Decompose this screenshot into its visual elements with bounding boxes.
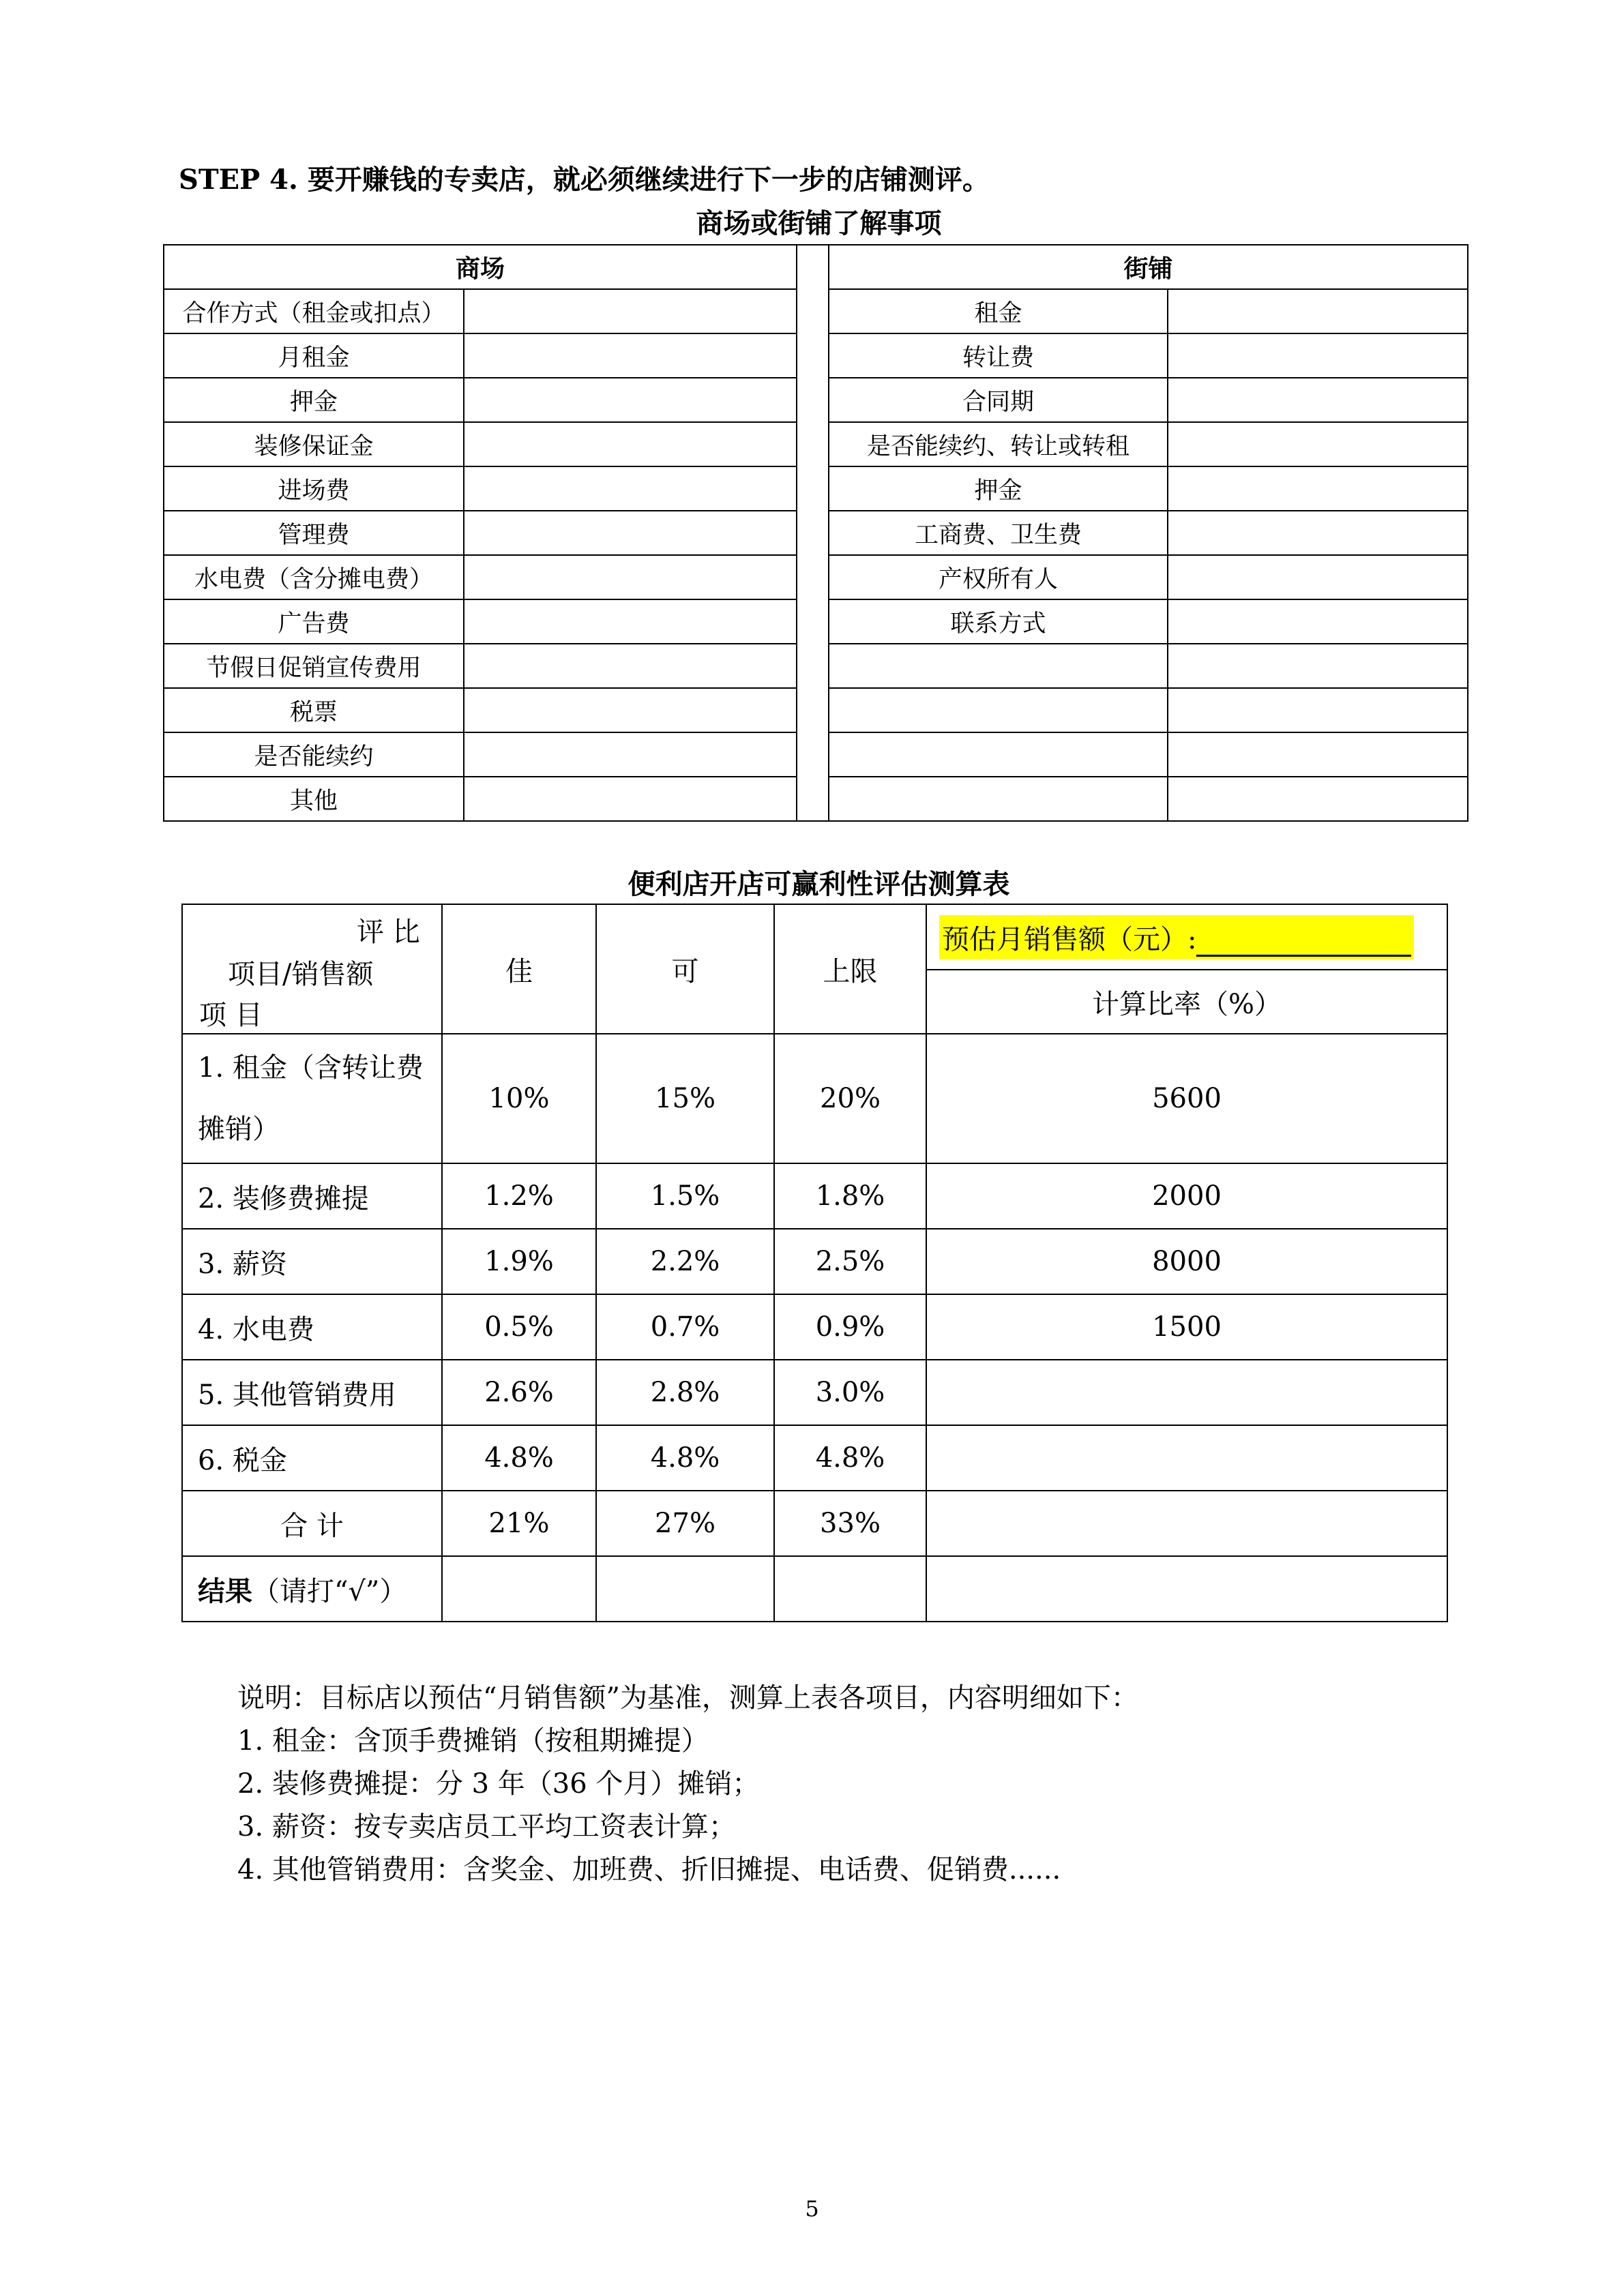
mall-item-value[interactable] xyxy=(464,644,797,688)
street-item-label: 工商费、卫生费 xyxy=(829,511,1168,555)
row-limit-value: 1.8% xyxy=(774,1163,926,1229)
note-item-3: 3. 薪资：按专卖店员工平均工资表计算； xyxy=(237,1811,736,1843)
row-calc-value[interactable] xyxy=(926,1425,1447,1491)
street-item-value[interactable] xyxy=(1168,555,1468,599)
row-calc-value[interactable]: 5600 xyxy=(926,1034,1447,1163)
street-item-value[interactable] xyxy=(1168,777,1468,821)
street-item-label: 产权所有人 xyxy=(829,555,1168,599)
street-item-value[interactable] xyxy=(1168,289,1468,333)
row-limit-value: 4.8% xyxy=(774,1425,926,1491)
mall-item-value[interactable] xyxy=(464,333,797,378)
street-item-value[interactable] xyxy=(1168,466,1468,511)
table1-divider xyxy=(797,245,829,821)
mall-item-value[interactable] xyxy=(464,511,797,555)
profit-evaluation-table xyxy=(181,904,1448,1622)
street-item-value[interactable] xyxy=(1168,333,1468,378)
table2-row xyxy=(182,1163,1447,1229)
sales-blank-line[interactable] xyxy=(1196,930,1411,957)
row-calc-value[interactable]: 1500 xyxy=(926,1294,1447,1360)
table2-row xyxy=(182,1034,1447,1163)
total-ok: 27% xyxy=(596,1491,774,1556)
col-limit-header: 上限 xyxy=(774,904,926,1034)
row-item-label: 2. 装修费摊提 xyxy=(182,1163,442,1229)
table2-row xyxy=(182,1229,1447,1294)
note-item-4: 4. 其他管销费用：含奖金、加班费、折旧摊提、电话费、促销费...... xyxy=(237,1854,1061,1885)
row-item-label: 3. 薪资 xyxy=(182,1229,442,1294)
mall-item-label: 管理费 xyxy=(164,511,464,555)
mall-item-label: 进场费 xyxy=(164,466,464,511)
diag-top-label: 评 比 xyxy=(357,916,420,948)
mall-item-label: 押金 xyxy=(164,378,464,422)
row-good-value: 2.6% xyxy=(442,1360,596,1425)
mall-item-label: 是否能续约 xyxy=(164,732,464,777)
mall-item-label: 月租金 xyxy=(164,333,464,378)
diag-bottom-label: 项 目 xyxy=(199,1000,263,1031)
note-intro: 说明：目标店以预估“月销售额”为基准，测算上表各项目，内容明细如下： xyxy=(237,1682,1138,1714)
mall-item-label: 节假日促销宣传费用 xyxy=(164,644,464,688)
mall-item-value[interactable] xyxy=(464,688,797,732)
table1-title: 商场或街铺了解事项 xyxy=(696,207,942,239)
mall-item-label: 合作方式（租金或扣点） xyxy=(164,289,464,333)
street-item-value[interactable] xyxy=(1168,378,1468,422)
table2-row xyxy=(182,1425,1447,1491)
total-limit: 33% xyxy=(774,1491,926,1556)
mall-item-value[interactable] xyxy=(464,289,797,333)
street-item-label: 合同期 xyxy=(829,378,1168,422)
diag-mid-label: 项目/销售额 xyxy=(228,959,374,990)
street-item-label: 转让费 xyxy=(829,333,1168,378)
row-item-label: 4. 水电费 xyxy=(182,1294,442,1360)
mall-item-label: 税票 xyxy=(164,688,464,732)
row-good-value: 0.5% xyxy=(442,1294,596,1360)
street-item-value[interactable] xyxy=(1168,688,1468,732)
mall-item-label: 广告费 xyxy=(164,599,464,644)
street-item-label xyxy=(829,732,1168,777)
row-limit-value: 2.5% xyxy=(774,1229,926,1294)
row-ok-value: 2.2% xyxy=(596,1229,774,1294)
mall-item-value[interactable] xyxy=(464,378,797,422)
mall-item-value[interactable] xyxy=(464,732,797,777)
mall-item-label: 其他 xyxy=(164,777,464,821)
col-good-header: 佳 xyxy=(442,904,596,1034)
result-label-instruction: （请打“√”） xyxy=(252,1575,407,1607)
row-calc-value[interactable]: 8000 xyxy=(926,1229,1447,1294)
col-ok-header: 可 xyxy=(596,904,774,1034)
street-item-value[interactable] xyxy=(1168,599,1468,644)
table2-row xyxy=(182,1360,1447,1425)
page-number: 5 xyxy=(805,2196,819,2222)
street-item-value[interactable] xyxy=(1168,732,1468,777)
diagonal-header-cell xyxy=(182,904,442,1034)
street-item-value[interactable] xyxy=(1168,511,1468,555)
result-limit-check[interactable] xyxy=(774,1556,926,1622)
row-limit-value: 3.0% xyxy=(774,1360,926,1425)
row-good-value: 1.9% xyxy=(442,1229,596,1294)
row-ok-value: 15% xyxy=(596,1034,774,1163)
street-item-label: 押金 xyxy=(829,466,1168,511)
street-item-value[interactable] xyxy=(1168,644,1468,688)
table2-row xyxy=(182,1294,1447,1360)
row-calc-value[interactable] xyxy=(926,1360,1447,1425)
street-item-label: 联系方式 xyxy=(829,599,1168,644)
mall-item-value[interactable] xyxy=(464,555,797,599)
row-item-label: 6. 税金 xyxy=(182,1425,442,1491)
mall-item-value[interactable] xyxy=(464,422,797,466)
row-ok-value: 4.8% xyxy=(596,1425,774,1491)
total-calc[interactable] xyxy=(926,1491,1447,1556)
table2-result-row xyxy=(182,1556,1447,1622)
row-item-label: 5. 其他管销费用 xyxy=(182,1360,442,1425)
table2-title: 便利店开店可赢利性评估测算表 xyxy=(628,868,1010,900)
mall-street-table xyxy=(163,244,1468,822)
note-item-1: 1. 租金：含顶手费摊销（按租期摊提） xyxy=(237,1725,709,1757)
result-label-bold: 结果 xyxy=(198,1575,252,1607)
mall-item-label: 水电费（含分摊电费） xyxy=(164,555,464,599)
row-good-value: 10% xyxy=(442,1034,596,1163)
ratio-header: 计算比率（%） xyxy=(926,970,1447,1034)
mall-header: 商场 xyxy=(164,245,797,289)
row-limit-value: 0.9% xyxy=(774,1294,926,1360)
street-item-label xyxy=(829,688,1168,732)
sales-label-highlight xyxy=(939,915,1414,959)
street-header: 街铺 xyxy=(829,245,1468,289)
row-item-label: 1. 租金（含转让费摊销） xyxy=(182,1034,442,1163)
result-good-check[interactable] xyxy=(442,1556,596,1622)
row-good-value: 1.2% xyxy=(442,1163,596,1229)
row-limit-value: 20% xyxy=(774,1034,926,1163)
street-item-label xyxy=(829,644,1168,688)
step-heading: STEP 4. 要开赚钱的专卖店，就必须继续进行下一步的店铺测评。 xyxy=(179,164,990,196)
total-good: 21% xyxy=(442,1491,596,1556)
mall-item-label: 装修保证金 xyxy=(164,422,464,466)
row-good-value: 4.8% xyxy=(442,1425,596,1491)
street-item-value[interactable] xyxy=(1168,422,1468,466)
row-ok-value: 1.5% xyxy=(596,1163,774,1229)
result-ok-check[interactable] xyxy=(596,1556,774,1622)
table1-header-row xyxy=(164,245,1468,289)
row-ok-value: 2.8% xyxy=(596,1360,774,1425)
street-item-label xyxy=(829,777,1168,821)
note-item-2: 2. 装修费摊提：分 3 年（36 个月）摊销； xyxy=(237,1768,760,1800)
street-item-label: 租金 xyxy=(829,289,1168,333)
mall-item-value[interactable] xyxy=(464,466,797,511)
mall-item-value[interactable] xyxy=(464,599,797,644)
result-calc-check[interactable] xyxy=(926,1556,1447,1622)
street-item-label: 是否能续约、转让或转租 xyxy=(829,422,1168,466)
result-label-cell xyxy=(182,1556,442,1622)
row-calc-value[interactable]: 2000 xyxy=(926,1163,1447,1229)
total-label: 合 计 xyxy=(182,1491,442,1556)
sales-label: 预估月销售额（元）: xyxy=(942,923,1197,955)
table2-header-row-1 xyxy=(182,904,1447,970)
mall-item-value[interactable] xyxy=(464,777,797,821)
row-ok-value: 0.7% xyxy=(596,1294,774,1360)
table2-total-row xyxy=(182,1491,1447,1556)
sales-input-cell[interactable] xyxy=(926,904,1447,970)
